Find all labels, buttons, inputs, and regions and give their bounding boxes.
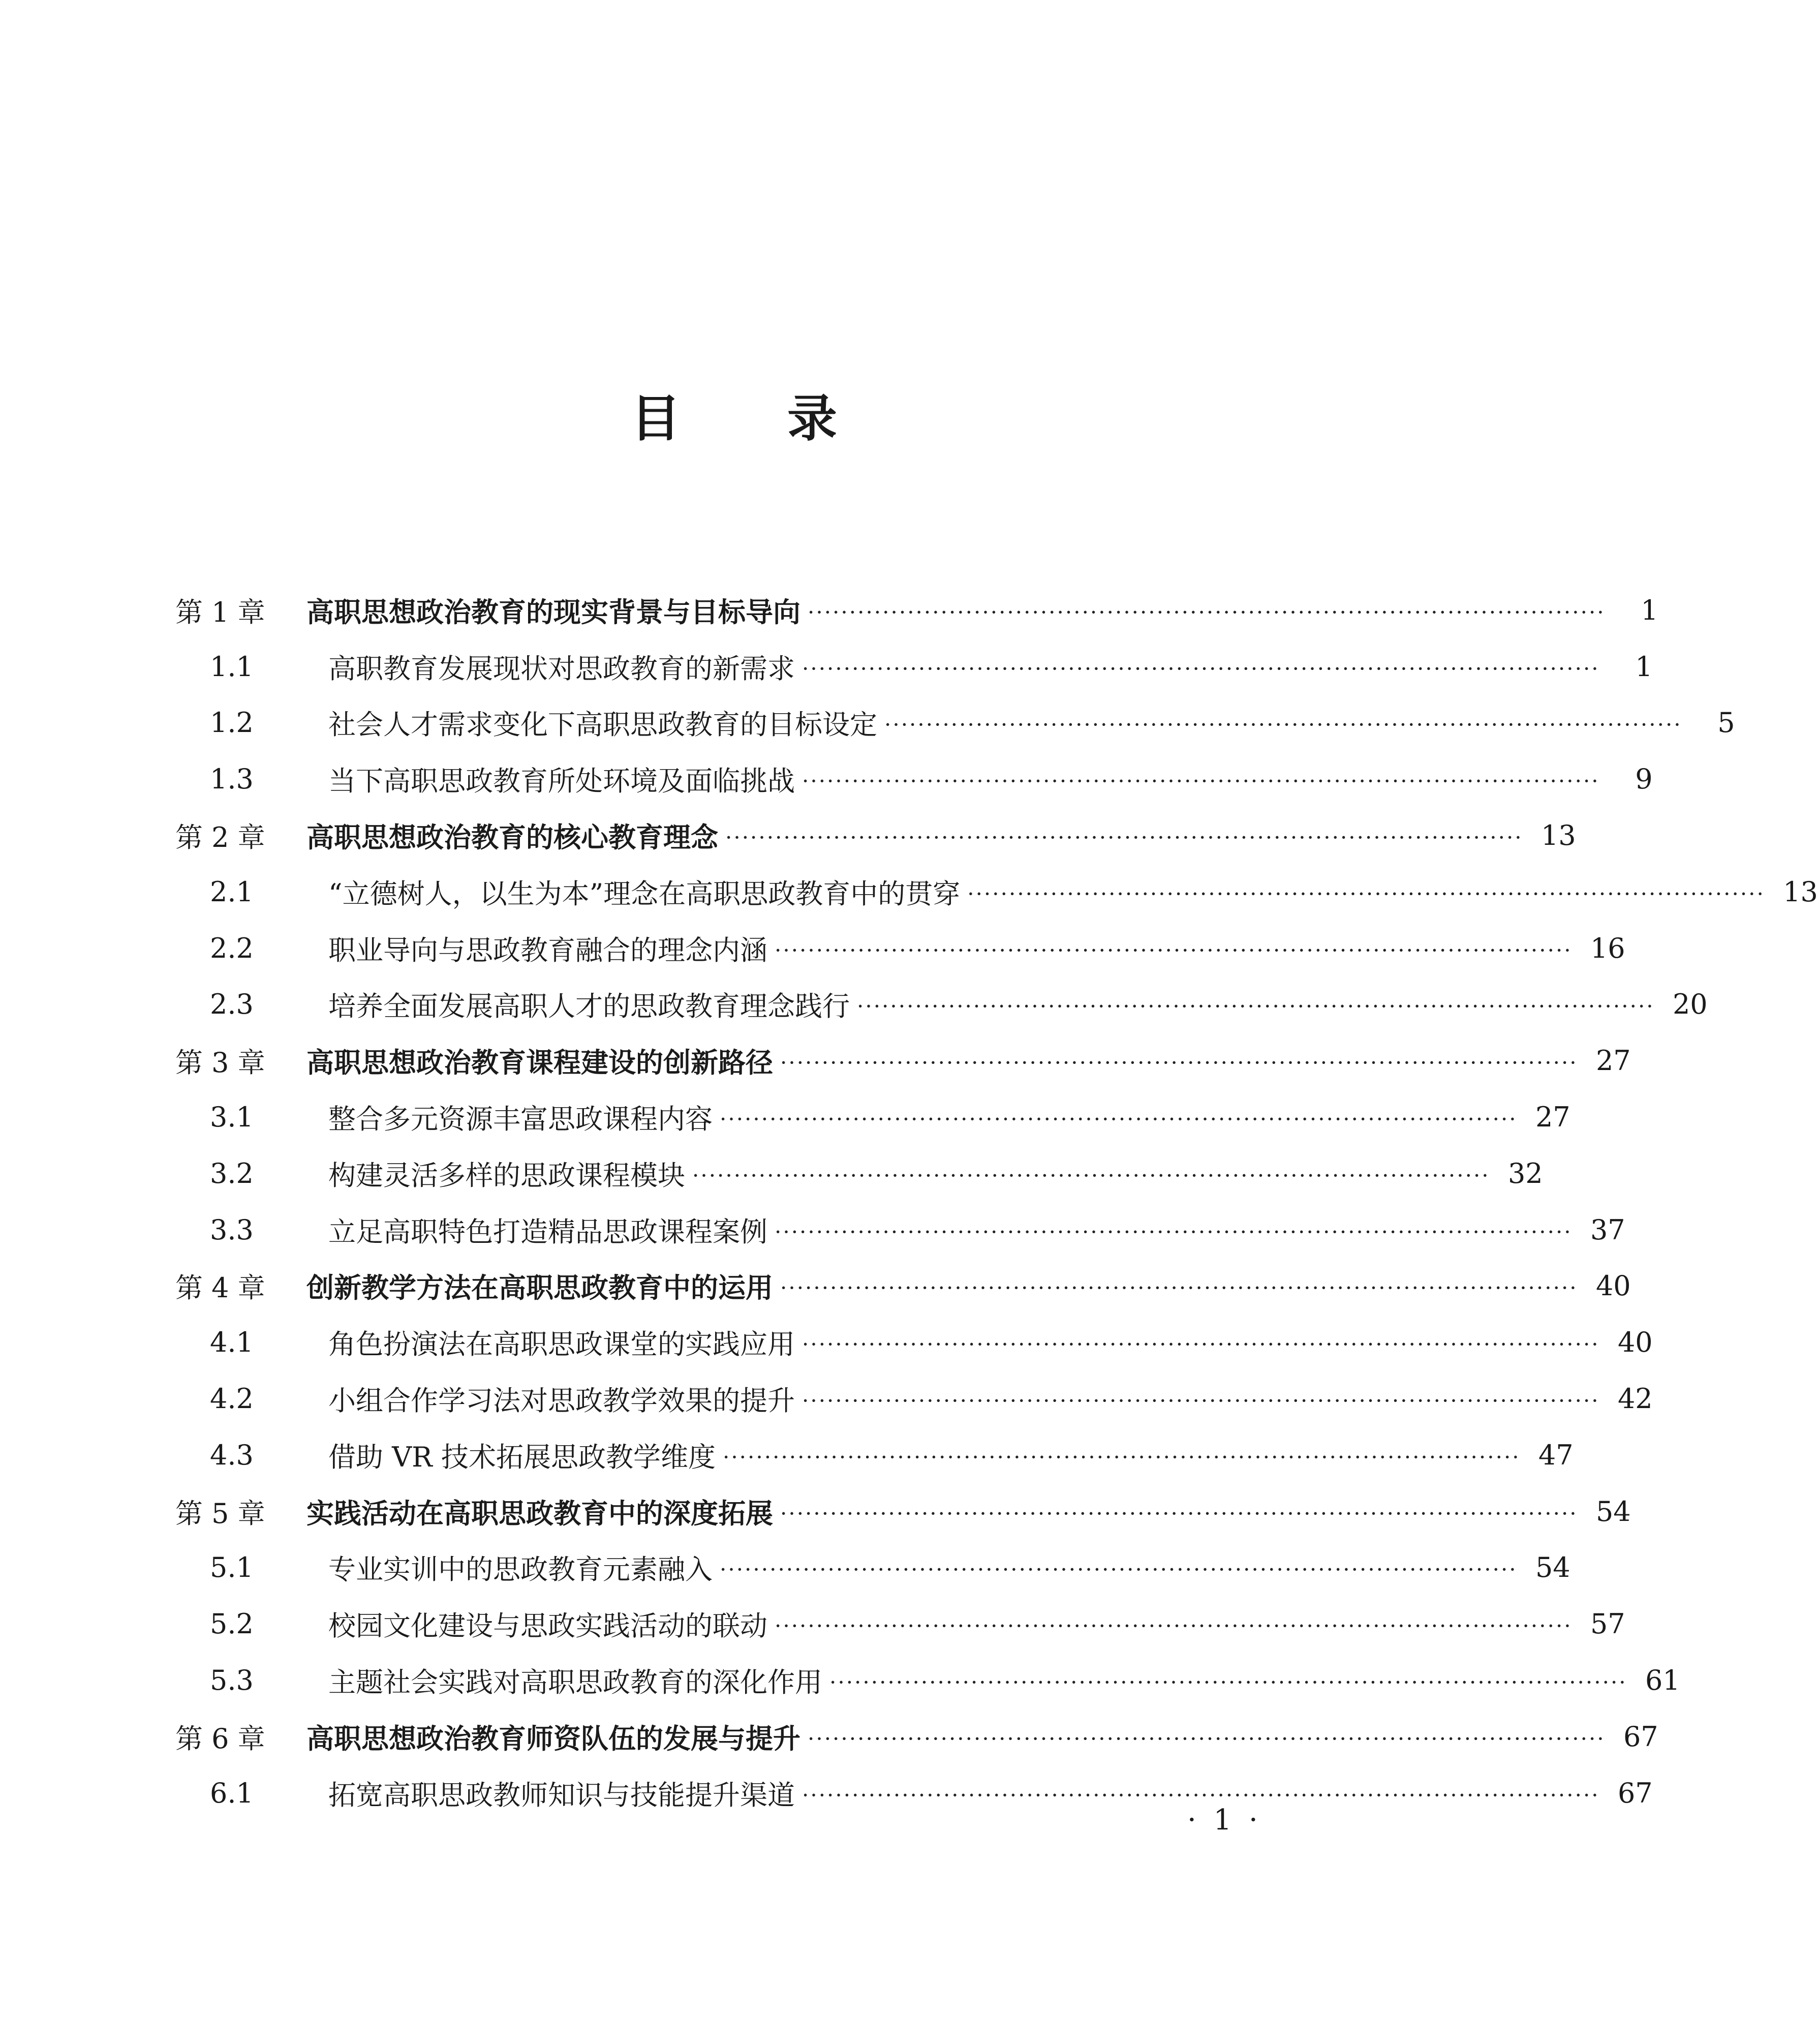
dot-leader: ································································································: [780, 1050, 1578, 1076]
chapter-title: 实践活动在高职思政教育中的深度拓展: [306, 1497, 773, 1530]
page-number: 54: [1535, 1551, 1570, 1584]
page-number: 37: [1590, 1213, 1625, 1246]
section-number: 1.3: [210, 763, 254, 796]
section-title: 校园文化建设与思政实践活动的联动: [328, 1610, 767, 1642]
section-title: 小组合作学习法对思政教学效果的提升: [328, 1385, 795, 1417]
toc-section-entry[interactable]: [175, 1202, 1625, 1258]
title-char-1: 目: [630, 390, 681, 448]
page-number: 5: [1717, 707, 1735, 739]
toc-section-entry[interactable]: [175, 1596, 1625, 1652]
table-of-contents: [175, 582, 1818, 1821]
toc-chapter-entry[interactable]: [175, 582, 1658, 638]
section-number: 4.1: [210, 1326, 254, 1359]
page-number: 20: [1672, 988, 1708, 1021]
section-title: 专业实训中的思政教育元素融入: [328, 1553, 713, 1586]
toc-section-entry[interactable]: [175, 751, 1653, 807]
section-title: 社会人才需求变化下高职思政教育的目标设定: [328, 709, 877, 741]
dot-leader: ································································································: [967, 881, 1765, 906]
chapter-number: 第 6 章: [175, 1722, 265, 1755]
page-number: 16: [1590, 932, 1625, 964]
section-title: 当下高职思政教育所处环境及面临挑战: [328, 765, 795, 798]
toc-chapter-entry[interactable]: [175, 1483, 1631, 1540]
chapter-title: 高职思想政治教育的现实背景与目标导向: [306, 596, 800, 628]
dot-leader: ································································································: [775, 937, 1573, 963]
toc-section-entry[interactable]: [175, 864, 1818, 920]
section-number: 2.1: [210, 875, 254, 908]
page-number: 47: [1538, 1439, 1574, 1471]
dot-leader: ································································································: [802, 1332, 1600, 1357]
dot-leader: ································································································: [884, 712, 1682, 738]
chapter-number: 第 1 章: [175, 596, 265, 628]
section-title: 培养全面发展高职人才的思政教育理念践行: [328, 990, 850, 1023]
page-number: 1: [1641, 594, 1658, 626]
dot-leader: ································································································: [780, 1275, 1578, 1301]
toc-chapter-entry[interactable]: [175, 1032, 1631, 1089]
page-number: 32: [1507, 1157, 1543, 1189]
toc-chapter-entry[interactable]: [175, 1709, 1658, 1765]
toc-section-entry[interactable]: [175, 1540, 1570, 1596]
section-title: 高职教育发展现状对思政教育的新需求: [328, 652, 795, 685]
toc-section-entry[interactable]: [175, 920, 1625, 977]
page-number: 57: [1590, 1608, 1625, 1640]
section-title: 角色扮演法在高职思政课堂的实践应用: [328, 1328, 795, 1361]
page-number: 27: [1595, 1045, 1631, 1077]
dot-leader: ································································································: [829, 1670, 1627, 1695]
dot-leader: ································································································: [802, 1388, 1600, 1414]
section-title: 借助 VR 技术拓展思政教学维度: [328, 1441, 716, 1473]
section-number: 2.3: [210, 988, 254, 1021]
section-number: 3.3: [210, 1213, 254, 1246]
dot-leader: ································································································: [802, 656, 1600, 681]
dot-leader: ································································································: [802, 1782, 1600, 1808]
page-number: 27: [1535, 1101, 1570, 1134]
section-number: 5.1: [210, 1551, 254, 1584]
dot-leader: ································································································: [802, 769, 1600, 794]
section-number: 3.1: [210, 1101, 254, 1134]
section-title: 整合多元资源丰富思政课程内容: [328, 1103, 713, 1136]
section-number: 1.2: [210, 707, 254, 739]
toc-chapter-entry[interactable]: [175, 807, 1576, 864]
page-number: 42: [1617, 1383, 1653, 1415]
chapter-number: 第 4 章: [175, 1272, 265, 1304]
dot-leader: ································································································: [720, 1557, 1518, 1582]
dot-leader: ································································································: [775, 1219, 1573, 1244]
page-number: 13: [1783, 875, 1818, 908]
dot-leader: ································································································: [720, 1107, 1518, 1132]
section-number: 5.2: [210, 1608, 254, 1640]
page-number: 54: [1595, 1495, 1631, 1528]
page-number: 67: [1617, 1777, 1653, 1809]
chapter-number: 第 2 章: [175, 821, 265, 854]
toc-section-entry[interactable]: [175, 638, 1653, 695]
page-number: 40: [1595, 1270, 1631, 1302]
section-title: 拓宽高职思政教师知识与技能提升渠道: [328, 1779, 795, 1811]
chapter-number: 第 3 章: [175, 1047, 265, 1079]
dot-leader: ································································································: [725, 825, 1523, 850]
section-title: “立德树人，以生为本”理念在高职思政教育中的贯穿: [328, 877, 961, 910]
section-title: 职业导向与思政教育融合的理念内涵: [328, 934, 767, 966]
dot-leader: ································································································: [857, 994, 1655, 1019]
toc-section-entry[interactable]: [175, 1427, 1574, 1483]
toc-section-entry[interactable]: [175, 1765, 1653, 1821]
page-number-footer: · 1 ·: [1187, 1804, 1262, 1837]
chapter-title: 创新教学方法在高职思政教育中的运用: [306, 1272, 773, 1304]
chapter-number: 第 5 章: [175, 1497, 265, 1530]
section-title: 立足高职特色打造精品思政课程案例: [328, 1215, 767, 1248]
toc-section-entry[interactable]: [175, 1314, 1653, 1370]
dot-leader: ································································································: [722, 1444, 1521, 1470]
toc-section-entry[interactable]: [175, 1145, 1543, 1202]
page-number: 61: [1645, 1664, 1680, 1697]
section-title: 构建灵活多样的思政课程模块: [328, 1159, 685, 1192]
page-number: 67: [1623, 1720, 1658, 1753]
chapter-title: 高职思想政治教育课程建设的创新路径: [306, 1047, 773, 1079]
section-number: 2.2: [210, 932, 254, 964]
section-number: 3.2: [210, 1157, 254, 1189]
dot-leader: ································································································: [808, 599, 1606, 625]
toc-section-entry[interactable]: [175, 695, 1735, 751]
dot-leader: ································································································: [692, 1163, 1490, 1188]
title-char-2: 录: [787, 390, 838, 448]
dot-leader: ································································································: [775, 1613, 1573, 1639]
section-number: 5.3: [210, 1664, 254, 1697]
section-number: 1.1: [210, 650, 254, 683]
dot-leader: ································································································: [780, 1501, 1578, 1526]
chapter-title: 高职思想政治教育师资队伍的发展与提升: [306, 1722, 800, 1755]
section-number: 4.2: [210, 1383, 254, 1415]
chapter-title: 高职思想政治教育的核心教育理念: [306, 821, 718, 854]
page-number: 13: [1540, 819, 1576, 852]
page-number: 9: [1635, 763, 1653, 796]
section-number: 6.1: [210, 1777, 254, 1809]
section-title: 主题社会实践对高职思政教育的深化作用: [328, 1666, 822, 1699]
page-number: 40: [1617, 1326, 1653, 1359]
toc-section-entry[interactable]: [175, 977, 1708, 1033]
section-number: 4.3: [210, 1439, 254, 1471]
toc-section-entry[interactable]: [175, 1652, 1680, 1709]
toc-section-entry[interactable]: [175, 1370, 1653, 1427]
toc-chapter-entry[interactable]: [175, 1258, 1631, 1315]
page-title: [0, 390, 1468, 448]
toc-section-entry[interactable]: [175, 1089, 1570, 1145]
page-number: 1: [1635, 650, 1653, 683]
dot-leader: ································································································: [808, 1726, 1606, 1751]
